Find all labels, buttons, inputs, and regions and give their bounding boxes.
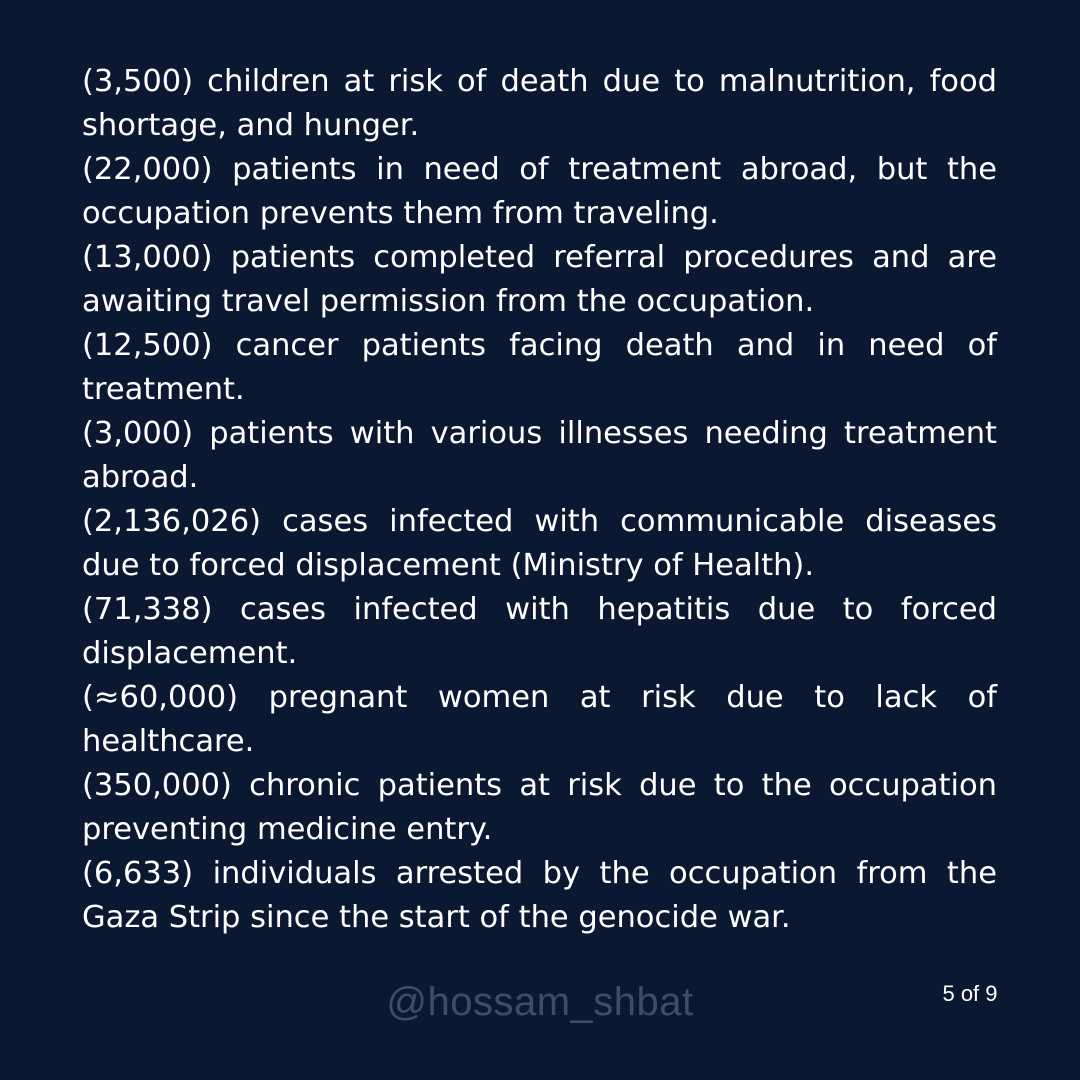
stat-item: (2,136,026) cases infected with communicable diseases due to forced displacement (Ministry of Health). bbox=[82, 504, 997, 583]
stat-item: (12,500) cancer patients facing death and in need of treatment. bbox=[82, 328, 997, 407]
stat-item: (71,338) cases infected with hepatitis due to forced displacement. bbox=[82, 592, 997, 671]
author-watermark: @hossam_shbat bbox=[386, 980, 694, 1024]
stat-item: (3,500) children at risk of death due to malnutrition, food shortage, and hunger. bbox=[82, 64, 997, 143]
stat-item: (22,000) patients in need of treatment abroad, but the occupation prevents them from traveling. bbox=[82, 152, 997, 231]
stat-item: (6,633) individuals arrested by the occupation from the Gaza Strip since the start of the genocide war. bbox=[82, 856, 997, 935]
statistics-list bbox=[82, 60, 997, 940]
stat-item: (3,000) patients with various illnesses needing treatment abroad. bbox=[82, 416, 997, 495]
stat-item: (350,000) chronic patients at risk due to the occupation preventing medicine entry. bbox=[82, 768, 997, 847]
page-counter: 5 of 9 bbox=[942, 981, 998, 1006]
stat-item: (≈60,000) pregnant women at risk due to lack of healthcare. bbox=[82, 680, 997, 759]
stat-item: (13,000) patients completed referral procedures and are awaiting travel permission from the occupation. bbox=[82, 240, 997, 319]
